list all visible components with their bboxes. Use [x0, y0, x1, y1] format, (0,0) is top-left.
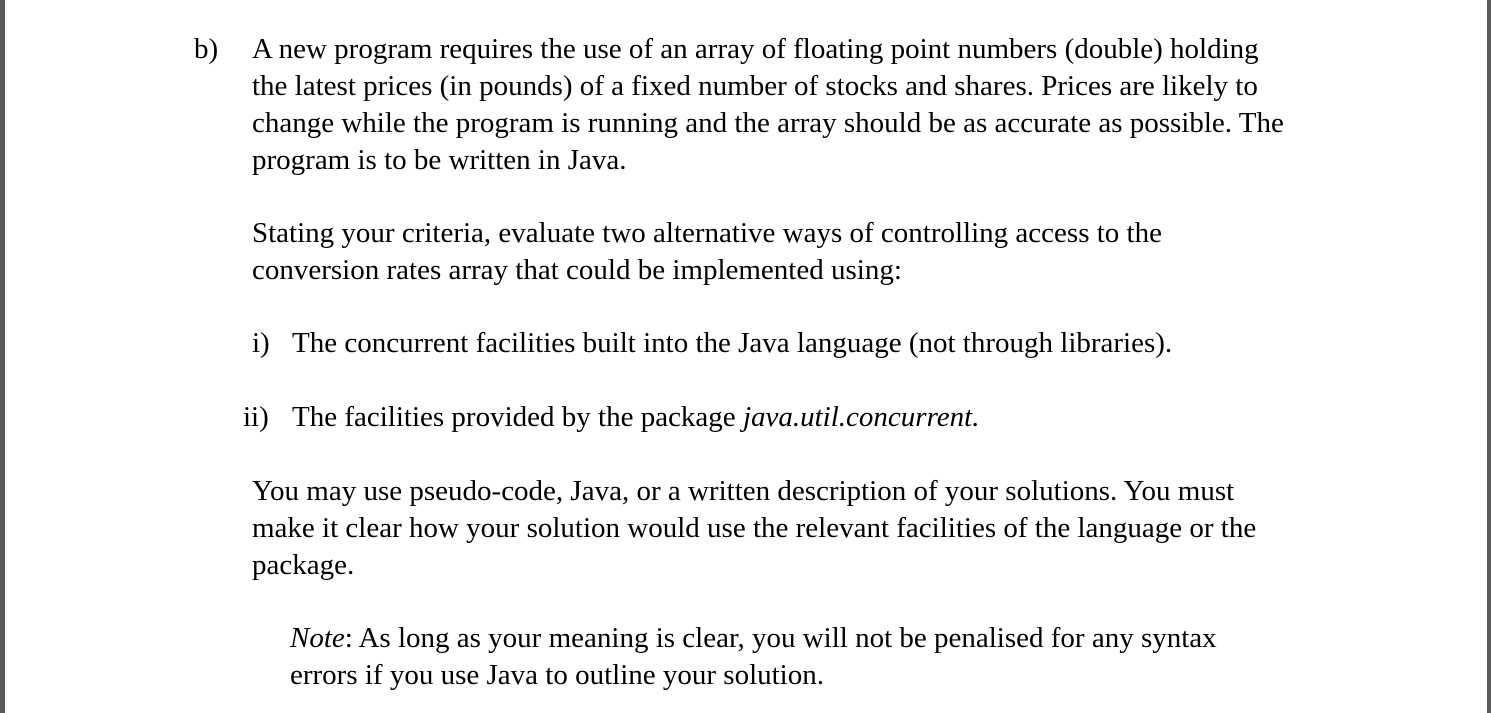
note-line: errors if you use Java to outline your solution. [290, 659, 824, 691]
note-label: Note [290, 622, 345, 654]
method-paragraph [252, 473, 1256, 584]
task-line: Stating your criteria, evaluate two alternative ways of controlling access to the [252, 217, 1162, 249]
intro-line: program is to be written in Java. [252, 144, 627, 176]
method-line: package. [252, 549, 355, 581]
item-i-text: The concurrent facilities built into the Java language (not through libraries). [292, 327, 1173, 359]
question-intro-paragraph [252, 31, 1284, 179]
task-paragraph [252, 215, 1162, 289]
item-ii-text-prefix: The facilities provided by the package [292, 401, 743, 433]
intro-line: A new program requires the use of an array of floating point numbers (double) holding [252, 33, 1259, 65]
item-ii-label: ii) [243, 401, 269, 433]
note-paragraph [290, 620, 1217, 694]
question-label: b) [194, 33, 219, 65]
method-line: You may use pseudo-code, Java, or a written description of your solutions. You must [252, 475, 1235, 507]
intro-line: the latest prices (in pounds) of a fixed number of stocks and shares. Prices are likely to [252, 70, 1258, 102]
intro-line: change while the program is running and the array should be as accurate as possible. The [252, 107, 1284, 139]
item-i-label: i) [252, 327, 270, 359]
item-ii-package-name: java.util.concurrent. [742, 401, 980, 433]
note-text: : As long as your meaning is clear, you will not be penalised for any syntax [344, 622, 1217, 654]
note-line [290, 620, 1217, 657]
item-ii-text [292, 399, 979, 436]
method-line: make it clear how your solution would use the relevant facilities of the language or the [252, 512, 1257, 544]
task-line: conversion rates array that could be implemented using: [252, 254, 902, 286]
